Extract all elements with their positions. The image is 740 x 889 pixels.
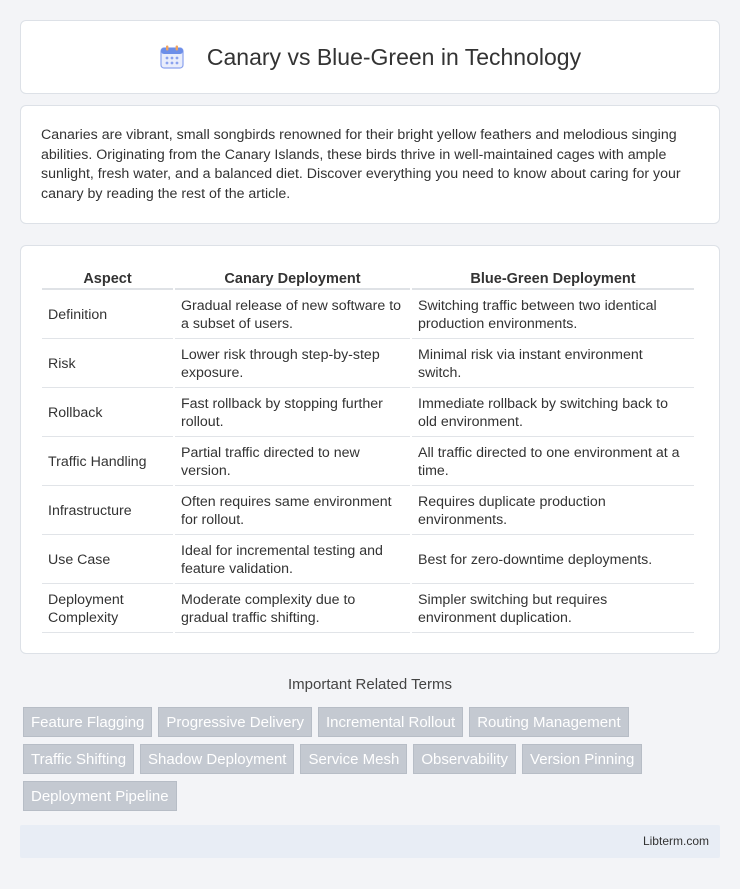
canary-cell: Often requires same environment for rollout. <box>175 488 410 535</box>
header-card <box>20 20 720 94</box>
term-tag-deployment-pipeline[interactable]: Deployment Pipeline <box>23 781 177 811</box>
aspect-cell: Definition <box>42 292 173 339</box>
table-row <box>42 292 694 339</box>
canary-cell: Gradual release of new software to a subset of users. <box>175 292 410 339</box>
canary-cell: Partial traffic directed to new version. <box>175 439 410 486</box>
table-row <box>42 439 694 486</box>
table-row <box>42 488 694 535</box>
aspect-cell: Infrastructure <box>42 488 173 535</box>
table-header-row <box>42 266 694 290</box>
blue-green-cell: Immediate rollback by switching back to old environment. <box>412 390 694 437</box>
canary-cell: Lower risk through step-by-step exposure. <box>175 341 410 388</box>
related-terms-list <box>23 707 723 811</box>
blue-green-cell: Switching traffic between two identical production environments. <box>412 292 694 339</box>
table-row <box>42 341 694 388</box>
term-tag-shadow-deployment[interactable]: Shadow Deployment <box>140 744 294 774</box>
comparison-card <box>20 245 720 654</box>
canary-cell: Fast rollback by stopping further rollout. <box>175 390 410 437</box>
table-row <box>42 390 694 437</box>
aspect-cell: Use Case <box>42 537 173 584</box>
aspect-cell: Deployment Complexity <box>42 586 173 633</box>
canary-cell: Ideal for incremental testing and feature validation. <box>175 537 410 584</box>
page-title: Canary vs Blue-Green in Technology <box>206 43 582 70</box>
canary-cell: Moderate complexity due to gradual traffic shifting. <box>175 586 410 633</box>
table-row <box>42 537 694 584</box>
blue-green-cell: Requires duplicate production environments. <box>412 488 694 535</box>
aspect-cell: Risk <box>42 341 173 388</box>
term-tag-service-mesh[interactable]: Service Mesh <box>300 744 407 774</box>
footer-site-link[interactable]: Libterm.com <box>642 834 709 848</box>
table-row <box>42 586 694 633</box>
intro-card <box>20 105 720 224</box>
footer <box>20 825 720 858</box>
calendar-icon <box>159 44 185 70</box>
aspect-cell: Traffic Handling <box>42 439 173 486</box>
term-tag-feature-flagging[interactable]: Feature Flagging <box>23 707 152 737</box>
term-tag-routing-management[interactable]: Routing Management <box>469 707 628 737</box>
blue-green-cell: All traffic directed to one environment at a time. <box>412 439 694 486</box>
related-terms-title: Important Related Terms <box>288 676 452 693</box>
aspect-cell: Rollback <box>42 390 173 437</box>
term-tag-traffic-shifting[interactable]: Traffic Shifting <box>23 744 134 774</box>
term-tag-observability[interactable]: Observability <box>413 744 516 774</box>
blue-green-cell: Minimal risk via instant environment switch. <box>412 341 694 388</box>
header-canary: Canary Deployment <box>175 266 410 290</box>
blue-green-cell: Simpler switching but requires environment duplication. <box>412 586 694 633</box>
comparison-table <box>40 264 696 635</box>
term-tag-incremental-rollout[interactable]: Incremental Rollout <box>318 707 463 737</box>
header-aspect: Aspect <box>42 266 173 290</box>
blue-green-cell: Best for zero-downtime deployments. <box>412 537 694 584</box>
term-tag-version-pinning[interactable]: Version Pinning <box>522 744 642 774</box>
term-tag-progressive-delivery[interactable]: Progressive Delivery <box>158 707 312 737</box>
intro-text: Canaries are vibrant, small songbirds renowned for their bright yellow feathers and melodious singing abilities. Originating from the Canary Islands, these birds thrive in well-maintained cages with ample sunlight, fresh water, and a balanced diet. Discover everything you need to know about caring for your canary by reading the rest of the article. <box>41 127 681 202</box>
header-blue-green: Blue-Green Deployment <box>412 266 694 290</box>
